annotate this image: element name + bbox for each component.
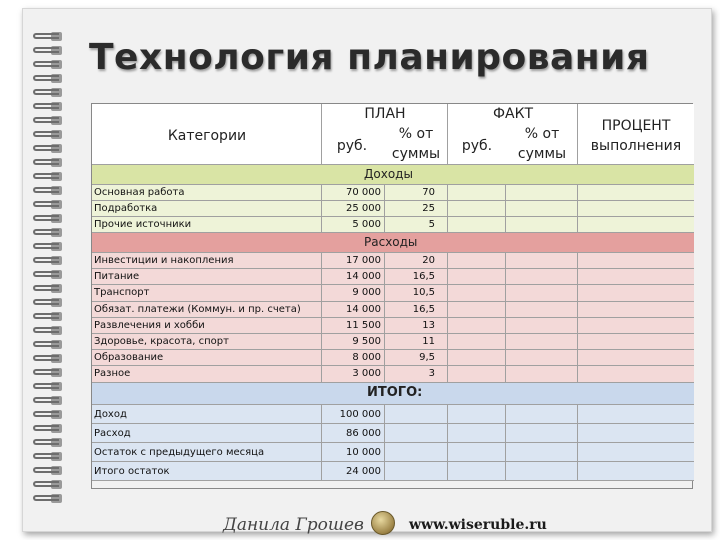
binding-ring-icon [31,185,67,196]
expense-empty-cell [578,350,694,366]
total-empty-cell [385,443,448,462]
binding-ring-icon [31,213,67,224]
total-plan-rub-cell: 24 000 [322,462,385,481]
binding-wire-icon [33,313,59,319]
binding-wire-icon [33,341,59,347]
expense-plan-pct-cell: 3 [385,366,448,382]
expense-empty-cell [506,253,578,269]
binding-wire-icon [33,453,59,459]
total-empty-cell [448,424,506,443]
expense-label-cell: Развлечения и хобби [92,318,322,334]
spiral-binding [31,31,71,501]
expense-plan-rub-cell: 17 000 [322,253,385,269]
expense-plan-pct-cell: 13 [385,318,448,334]
total-band [92,383,694,405]
expense-empty-cell [448,269,506,285]
expense-plan-rub-cell: 8 000 [322,350,385,366]
binding-ring-icon [31,101,67,112]
header-plan-pct-label-2: суммы [391,146,441,162]
total-empty-cell [506,424,578,443]
expense-plan-rub-cell: 9 500 [322,334,385,350]
binding-wire-icon [33,229,59,235]
expense-plan-pct-cell: 16,5 [385,302,448,318]
total-label-cell: Итого остаток [92,462,322,481]
header-fact-pct-label-1: % от [524,126,560,142]
binding-ring-icon [31,339,67,350]
binding-ring-icon [31,115,67,126]
binding-wire-icon [33,271,59,277]
expense-label-cell: Питание [92,269,322,285]
income-empty-cell [506,217,578,233]
binding-ring-icon [31,269,67,280]
header-plan-label: ПЛАН [364,106,406,122]
expense-label-cell: Обязат. платежи (Коммун. и пр. счета) [92,302,322,318]
expense-empty-cell [506,350,578,366]
header-categories-label: Категории [167,128,247,144]
binding-wire-icon [33,201,59,207]
income-plan-rub-cell: 25 000 [322,201,385,217]
total-empty-cell [506,405,578,424]
total-empty-cell [578,405,694,424]
expense-empty-cell [506,334,578,350]
binding-wire-icon [33,425,59,431]
binding-wire-icon [33,257,59,263]
expense-plan-rub-cell: 11 500 [322,318,385,334]
income-empty-cell [448,217,506,233]
total-plan-rub-cell: 100 000 [322,405,385,424]
expense-empty-cell [506,302,578,318]
binding-ring-icon [31,297,67,308]
expense-label-cell: Здоровье, красота, спорт [92,334,322,350]
header-percent-cell [578,104,694,165]
header-fact-cell [448,104,578,165]
total-empty-cell [506,462,578,481]
total-band-label: ИТОГО: [367,384,423,400]
binding-wire-icon [33,439,59,445]
binding-wire-icon [33,383,59,389]
binding-ring-icon [31,87,67,98]
binding-ring-icon [31,171,67,182]
expense-plan-rub-cell: 9 000 [322,285,385,301]
binding-ring-icon [31,381,67,392]
expense-empty-cell [506,285,578,301]
header-fact-label: ФАКТ [492,106,534,122]
income-label-cell: Подработка [92,201,322,217]
total-empty-cell [385,424,448,443]
total-empty-cell [385,462,448,481]
income-plan-rub-cell: 70 000 [322,185,385,201]
expense-plan-pct-cell: 16,5 [385,269,448,285]
binding-ring-icon [31,451,67,462]
binding-wire-icon [33,47,59,53]
total-empty-cell [578,443,694,462]
expense-plan-rub-cell: 3 000 [322,366,385,382]
binding-wire-icon [33,299,59,305]
income-plan-pct-cell: 5 [385,217,448,233]
total-empty-cell [448,405,506,424]
income-empty-cell [578,201,694,217]
total-empty-cell [506,443,578,462]
expense-empty-cell [506,318,578,334]
income-empty-cell [578,217,694,233]
expense-empty-cell [448,334,506,350]
binding-wire-icon [33,89,59,95]
binding-wire-icon [33,173,59,179]
header-fact-pct-label-2: суммы [517,146,567,162]
binding-wire-icon [33,243,59,249]
expense-empty-cell [506,366,578,382]
binding-wire-icon [33,33,59,39]
expense-empty-cell [578,302,694,318]
expense-plan-pct-cell: 9,5 [385,350,448,366]
expense-empty-cell [578,253,694,269]
total-empty-cell [385,405,448,424]
binding-wire-icon [33,117,59,123]
binding-wire-icon [33,145,59,151]
binding-ring-icon [31,395,67,406]
total-plan-rub-cell: 86 000 [322,424,385,443]
coin-icon [371,511,395,535]
binding-ring-icon [31,311,67,322]
binding-wire-icon [33,327,59,333]
binding-ring-icon [31,129,67,140]
binding-wire-icon [33,103,59,109]
binding-wire-icon [33,481,59,487]
expense-empty-cell [578,318,694,334]
binding-wire-icon [33,159,59,165]
binding-wire-icon [33,215,59,221]
income-empty-cell [506,201,578,217]
income-empty-cell [578,185,694,201]
binding-ring-icon [31,465,67,476]
total-empty-cell [578,462,694,481]
total-plan-rub-cell: 10 000 [322,443,385,462]
binding-ring-icon [31,479,67,490]
expense-empty-cell [448,285,506,301]
total-label-cell: Расход [92,424,322,443]
binding-ring-icon [31,199,67,210]
binding-wire-icon [33,495,59,501]
author-signature: Данила Грошев [223,515,364,535]
binding-ring-icon [31,437,67,448]
binding-ring-icon [31,493,67,504]
expense-label-cell: Разное [92,366,322,382]
income-plan-rub-cell: 5 000 [322,217,385,233]
income-label-cell: Прочие источники [92,217,322,233]
income-band-label: Доходы [364,167,413,181]
expense-empty-cell [578,285,694,301]
expense-empty-cell [448,350,506,366]
binding-wire-icon [33,61,59,67]
binding-wire-icon [33,75,59,81]
binding-wire-icon [33,369,59,375]
binding-ring-icon [31,255,67,266]
header-categories-cell [92,104,322,165]
expense-empty-cell [506,269,578,285]
binding-wire-icon [33,411,59,417]
expense-empty-cell [578,269,694,285]
expense-label-cell: Инвестиции и накопления [92,253,322,269]
income-empty-cell [448,185,506,201]
binding-ring-icon [31,283,67,294]
binding-ring-icon [31,73,67,84]
income-label-cell: Основная работа [92,185,322,201]
expense-plan-rub-cell: 14 000 [322,302,385,318]
income-empty-cell [506,185,578,201]
binding-wire-icon [33,467,59,473]
binding-ring-icon [31,143,67,154]
binding-ring-icon [31,409,67,420]
expense-plan-pct-cell: 11 [385,334,448,350]
header-plan-rub-label: руб. [336,138,368,154]
expense-empty-cell [448,302,506,318]
total-label-cell: Остаток с предыдущего месяца [92,443,322,462]
header-plan-cell [322,104,448,165]
expense-empty-cell [578,366,694,382]
page-title: Технология планирования [89,37,650,78]
expense-empty-cell [448,253,506,269]
expense-label-cell: Транспорт [92,285,322,301]
binding-ring-icon [31,241,67,252]
income-plan-pct-cell: 25 [385,201,448,217]
binding-wire-icon [33,397,59,403]
binding-wire-icon [33,355,59,361]
binding-wire-icon [33,187,59,193]
expense-empty-cell [578,334,694,350]
income-empty-cell [448,201,506,217]
binding-ring-icon [31,423,67,434]
website-link[interactable]: www.wiseruble.ru [409,517,547,533]
binding-wire-icon [33,285,59,291]
binding-ring-icon [31,31,67,42]
binding-wire-icon [33,131,59,137]
total-empty-cell [448,443,506,462]
header-percent-label-2: выполнения [590,138,682,154]
total-empty-cell [448,462,506,481]
total-label-cell: Доход [92,405,322,424]
expense-plan-pct-cell: 20 [385,253,448,269]
expense-empty-cell [448,366,506,382]
binding-ring-icon [31,157,67,168]
header-fact-rub-label: руб. [461,138,493,154]
binding-ring-icon [31,45,67,56]
binding-ring-icon [31,227,67,238]
income-band [92,165,694,185]
header-plan-pct-label-1: % от [398,126,434,142]
expenses-band-label: Расходы [364,235,418,249]
expense-plan-rub-cell: 14 000 [322,269,385,285]
notebook-page [22,8,712,535]
income-plan-pct-cell: 70 [385,185,448,201]
budget-table [91,103,693,489]
expense-label-cell: Образование [92,350,322,366]
binding-ring-icon [31,325,67,336]
expense-plan-pct-cell: 10,5 [385,285,448,301]
expense-empty-cell [448,318,506,334]
footer [223,509,583,539]
expenses-band [92,233,694,253]
binding-ring-icon [31,353,67,364]
header-percent-label-1: ПРОЦЕНТ [601,118,671,134]
binding-ring-icon [31,367,67,378]
binding-ring-icon [31,59,67,70]
total-empty-cell [578,424,694,443]
